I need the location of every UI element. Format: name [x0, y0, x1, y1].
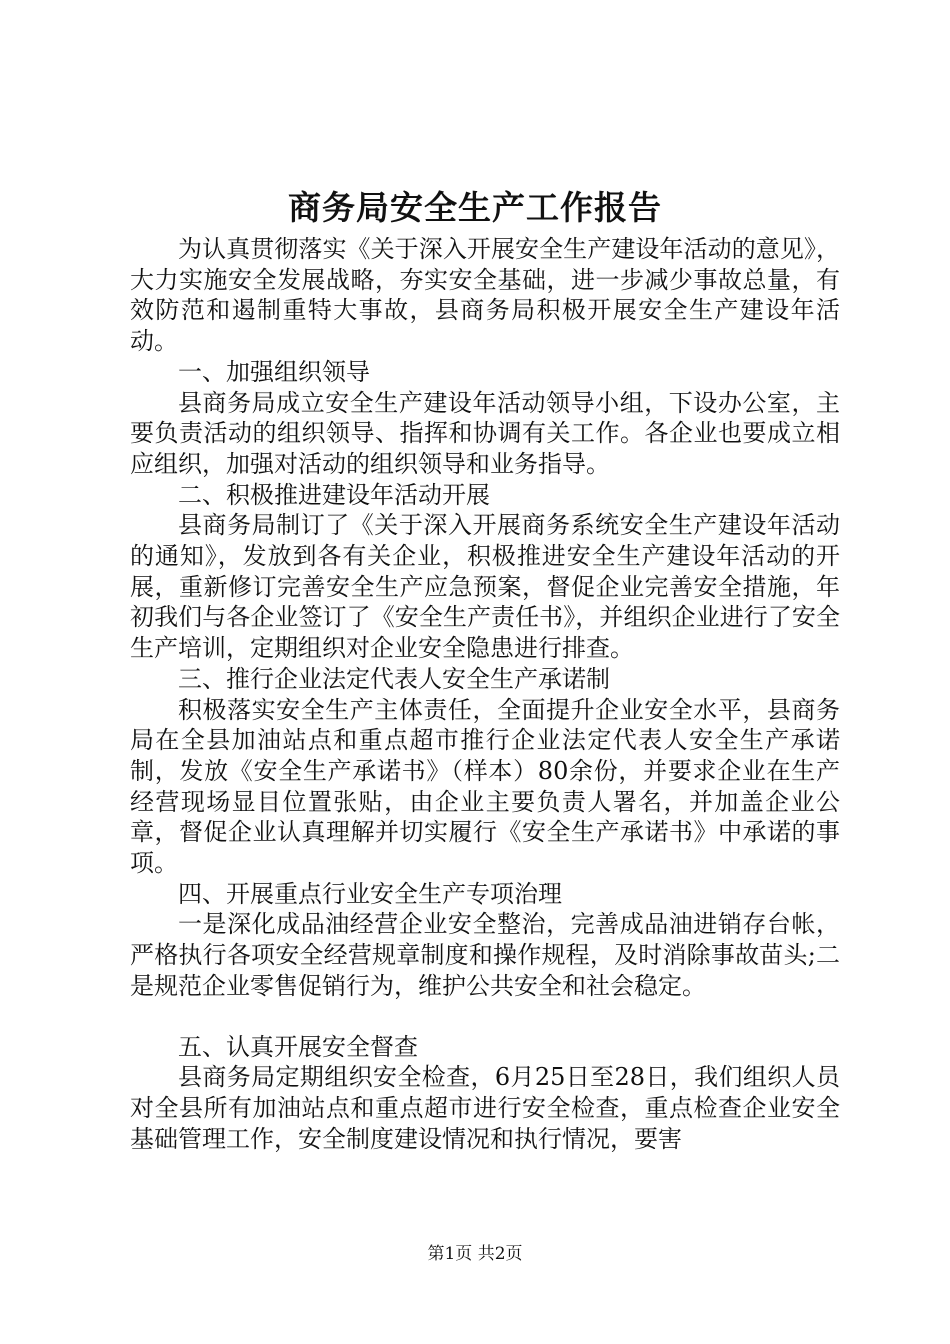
section-heading: 二、积极推进建设年活动开展 — [178, 480, 490, 509]
document-body — [130, 234, 840, 1154]
document-title: 商务局安全生产工作报告 — [288, 188, 662, 227]
section-heading: 一、加强组织领导 — [178, 357, 370, 386]
intro-paragraph: 为认真贯彻落实《关于深入开展安全生产建设年活动的意见》，大力实施安全发展战略，夯实安全基础，进一步减少事故总量，有效防范和遏制重特大事故，县商务局积极开展安全生产建设年活动。 — [130, 235, 840, 356]
body-paragraph: 县商务局制订了《关于深入开展商务系统安全生产建设年活动的通知》，发放到各有关企业，积极推进安全生产建设年活动的开展，重新修订完善安全生产应急预案，督促企业完善安全措施，年初我们与各企业签订了《安全生产责任书》，并组织企业进行了安全生产培训，定期组织对企业安全隐患进行排查。 — [130, 511, 840, 663]
body-paragraph: 县商务局定期组织安全检查，6月25日至28日，我们组织人员对全县所有加油站点和重点超市进行安全检查，重点检查企业安全基础管理工作，安全制度建设情况和执行情况，要害 — [130, 1063, 840, 1153]
section-heading: 五、认真开展安全督查 — [178, 1032, 418, 1061]
section-heading: 四、开展重点行业安全生产专项治理 — [178, 879, 562, 908]
section-heading: 三、推行企业法定代表人安全生产承诺制 — [178, 664, 610, 693]
page-footer: 第1页 共2页 — [427, 1244, 523, 1264]
body-paragraph: 一是深化成品油经营企业安全整治，完善成品油进销存台帐，严格执行各项安全经营规章制度和操作规程，及时消除事故苗头;二是规范企业零售促销行为，维护公共安全和社会稳定。 — [130, 910, 840, 1000]
body-paragraph: 县商务局成立安全生产建设年活动领导小组，下设办公室，主要负责活动的组织领导、指挥和协调有关工作。各企业也要成立相应组织，加强对活动的组织领导和业务指导。 — [130, 388, 840, 478]
body-paragraph: 积极落实安全生产主体责任，全面提升企业安全水平，县商务局在全县加油站点和重点超市推行企业法定代表人安全生产承诺制，发放《安全生产承诺书》（样本）80余份，并要求企业在生产经营现场显目位置张贴，由企业主要负责人署名，并加盖企业公章，督促企业认真理解并切实履行《安全生产承诺书》中承诺的事项。 — [130, 695, 840, 878]
